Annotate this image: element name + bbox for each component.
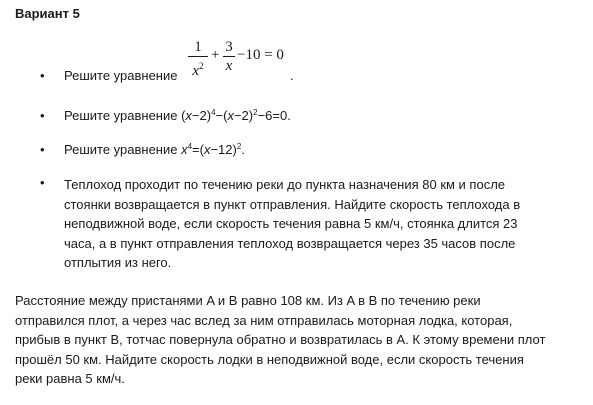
- task-4-text: [64, 175, 520, 273]
- task-1-prefix: Решите уравнение: [64, 68, 178, 83]
- fraction-2: [223, 38, 235, 75]
- fraction-1: [188, 38, 208, 80]
- text-line: стоянки возвращается в пункт отправления. Найдите скорость теплохода в: [64, 196, 521, 212]
- fraction-2-denominator: x: [225, 58, 233, 74]
- bullet: •: [40, 142, 45, 157]
- bullet: •: [40, 175, 45, 190]
- text-line: часа, а в пункт отправления теплоход возвращается через 35 часов после: [64, 235, 516, 251]
- text-line: реки равна 5 км/ч.: [15, 371, 125, 387]
- text-line: Теплоход проходит по течению реки до пункта назначения 80 км и после: [64, 177, 506, 192]
- variant-title: Вариант 5: [15, 6, 80, 21]
- fraction-2-numerator: 3: [225, 39, 233, 55]
- equation-rest: −10 = 0: [237, 47, 284, 63]
- text-line: неподвижной воде, если скорость течения равна 5 км/ч, стоянка длится 23: [64, 216, 518, 232]
- fraction-1-numerator: 1: [194, 39, 202, 55]
- text-line: Расстояние между пристанями A и B равно 108 км. Из A в B по течению реки: [15, 293, 481, 308]
- task-1-suffix: .: [290, 68, 294, 83]
- text-line: прошёл 50 км. Найдите скорость лодки в неподвижной воде, если скорость течения: [15, 351, 524, 367]
- task-3-text: Решите уравнение $x^4=(x-12)^2$.: [64, 142, 245, 157]
- text-line: отплытия из него.: [64, 255, 172, 271]
- bullet: •: [40, 68, 45, 83]
- plus-sign: +: [211, 47, 220, 63]
- fraction-1-denominator: $x^2$: [192, 61, 204, 79]
- task-2-text: Решите уравнение $(x-2)^4-(x-2)^2-6=0$.: [64, 108, 291, 123]
- text-line: прибыв в пункт B, тотчас повернула обратно и возвратилась в A. К этому времени плот: [15, 332, 546, 348]
- bullet: •: [40, 108, 45, 123]
- text-line: отправился плот, а через час вслед за ним отправилась моторная лодка, которая,: [15, 312, 513, 328]
- final-problem-paragraph: [15, 291, 545, 389]
